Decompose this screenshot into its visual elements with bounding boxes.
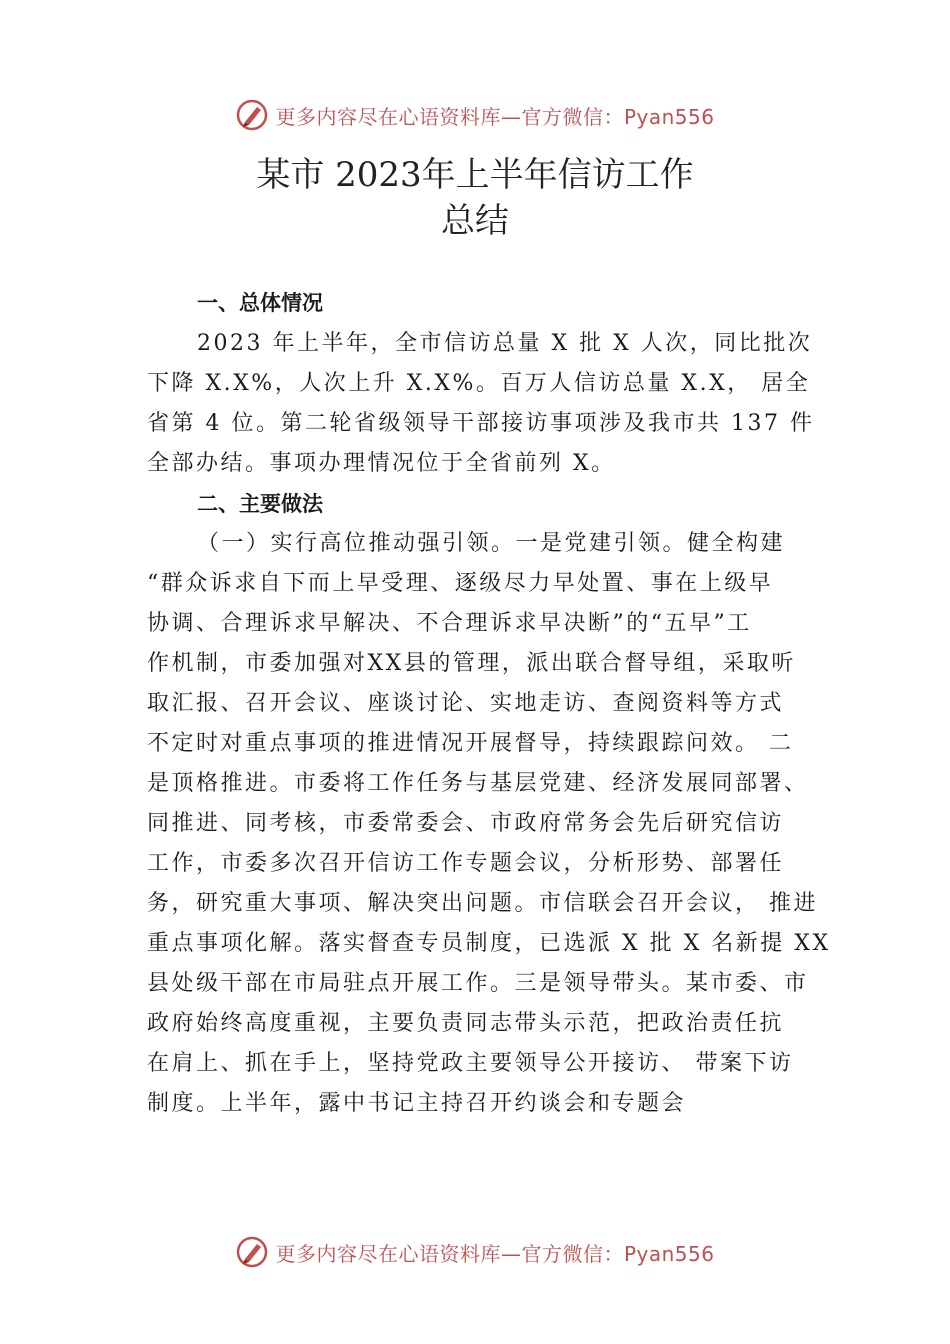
watermark-bottom [0, 1232, 950, 1272]
watermark-text: 更多内容尽在心语资料库—官方微信：Pyan556 [275, 1241, 715, 1266]
text-line: （一）实行高位推动强引领。一是党建引领。健全构建 [197, 531, 786, 556]
text-line: 务，研究重大事项、解决突出问题。市信联会召开会议， 推进 [147, 891, 818, 916]
document-title [0, 152, 950, 244]
text-line: 下降 X.X%，人次上升 X.X%。百万人信访总量 X.X， 居全 [147, 370, 811, 396]
section-paragraph-practices [147, 524, 831, 1124]
pen-logo-icon [235, 1235, 269, 1269]
title-line-2: 总结 [441, 201, 509, 241]
text-line: 工作，市委多次召开信访工作专题会议，分析形势、部署任 [147, 851, 785, 876]
section-heading-overview: 一、总体情况 [197, 291, 323, 315]
text-line: 全部办结。事项办理情况位于全省前列 X。 [147, 450, 616, 476]
text-line: 是顶格推进。市委将工作任务与基层党建、经济发展同部署、 [147, 771, 809, 796]
text-line: 制度。上半年，露中书记主持召开约谈会和专题会 [147, 1091, 687, 1116]
watermark-text: 更多内容尽在心语资料库—官方微信：Pyan556 [275, 104, 715, 129]
text-line: 协调、合理诉求早解决、不合理诉求早决断”的“五早”工 [147, 611, 752, 636]
text-line: 取汇报、召开会议、座谈讨论、实地走访、查阅资料等方式 [147, 691, 785, 716]
text-line: 重点事项化解。落实督查专员制度，已选派 X 批 X 名新提 XX [147, 931, 831, 956]
watermark-top [0, 95, 950, 135]
text-line: 作机制，市委加强对XX县的管理，派出联合督导组，采取听 [147, 651, 796, 676]
text-line: 县处级干部在市局驻点开展工作。三是领导带头。某市委、市 [147, 971, 809, 996]
document-body [147, 283, 831, 1124]
pen-logo-icon [235, 98, 269, 132]
text-line: 不定时对重点事项的推进情况开展督导，持续跟踪问效。 二 [147, 731, 794, 756]
text-line: 2023 年上半年，全市信访总量 X 批 X 人次，同比批次 [197, 330, 813, 356]
title-line-1: 某市 2023年上半年信访工作 [256, 155, 694, 195]
text-line: 政府始终高度重视，主要负责同志带头示范，把政治责任抗 [147, 1011, 785, 1036]
text-line: 省第 4 位。第二轮省级领导干部接访事项涉及我市共 137 件 [147, 410, 815, 436]
text-line: “群众诉求自下而上早受理、逐级尽力早处置、事在上级早 [147, 571, 774, 596]
section-paragraph-overview [147, 324, 815, 484]
section-heading-practices: 二、主要做法 [197, 491, 323, 516]
text-line: 同推进、同考核，市委常委会、市政府常务会先后研究信访 [147, 811, 785, 836]
text-line: 在肩上、抓在手上，坚持党政主要领导公开接访、 带案下访 [147, 1051, 794, 1076]
